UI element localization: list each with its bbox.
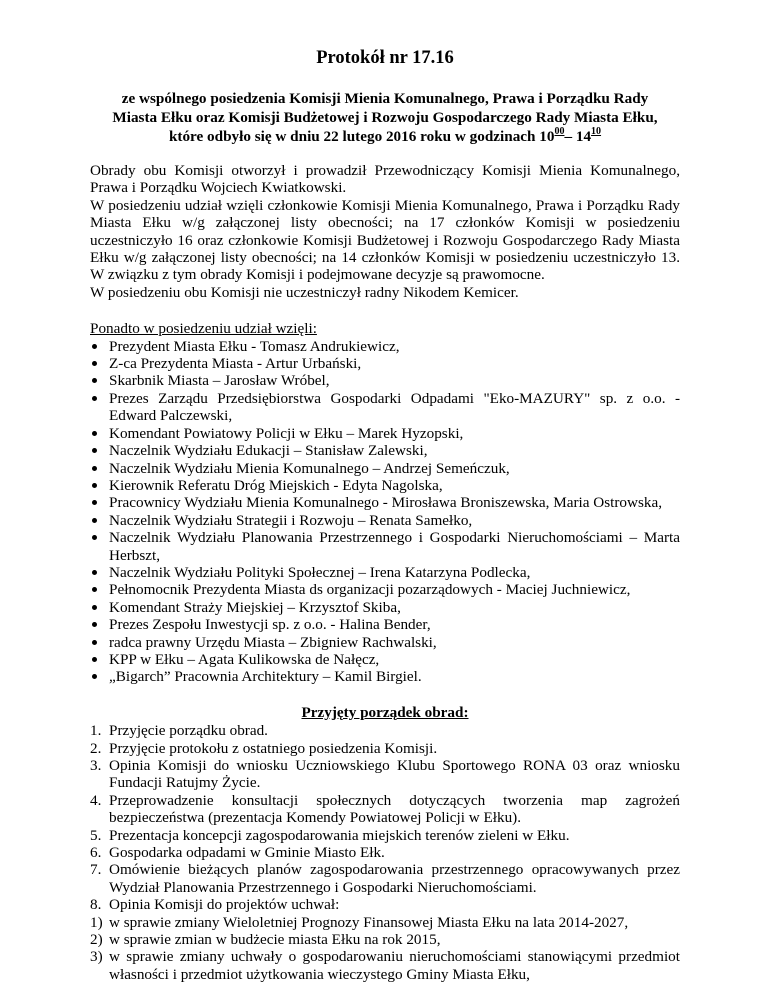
intro-paragraph-2: W posiedzeniu udział wzięli członkowie Komisji Mienia Komunalnego, Prawa i Porządku Rady Miasta Ełku w/g załączonej listy obecności; na 17 członków Komisji w posiedzeniu uczestniczyło 16 oraz członkowie Komisji Budżetowej i Rozwoju Gospodarczego Rady Miasta Ełku w/g załączonej listy obecności; na 14 członków Komisji w posiedzeniu uczestniczyło 13. W związku z tym obrady Komisji i podejmowane decyzje są prawomocne. xyxy=(90,196,680,284)
agenda-item xyxy=(90,722,680,739)
sub-item-number: 3) xyxy=(90,948,103,966)
resolution-sublist xyxy=(90,914,680,984)
list-item: Prezes Zespołu Inwestycji sp. z o.o. - Halina Bender, xyxy=(90,616,680,633)
list-item: Pracownicy Wydziału Mienia Komunalnego - Mirosława Broniszewska, Maria Ostrowska, xyxy=(90,494,680,511)
attendees-list xyxy=(90,338,680,686)
agenda-item xyxy=(90,757,680,792)
list-item: Skarbnik Miasta – Jarosław Wróbel, xyxy=(90,372,680,389)
agenda-item xyxy=(90,861,680,896)
agenda-item-number: 3. xyxy=(90,757,102,774)
sub-item-number: 1) xyxy=(90,913,103,931)
agenda-item-text: Prezentacja koncepcji zagospodarowania miejskich terenów zieleni w Ełku. xyxy=(109,826,570,844)
list-item: Naczelnik Wydziału Strategii i Rozwoju – Renata Samełko, xyxy=(90,512,680,529)
agenda-item-number: 7. xyxy=(90,861,102,879)
sub-item-text: w sprawie zmiany Wieloletniej Prognozy Finansowej Miasta Ełku na lata 2014-2027, xyxy=(109,913,629,931)
sub-item-text: w sprawie zmiany uchwały o gospodarowaniu nieruchomościami stanowiącymi przedmiot własności i przedmiot użytkowania wieczystego Gminy Miasta Ełku, xyxy=(109,948,680,983)
list-item: Prezydent Miasta Ełku - Tomasz Andrukiewicz, xyxy=(90,338,680,355)
list-item: Komendant Straży Miejskiej – Krzysztof Skiba, xyxy=(90,599,680,616)
attendees-heading: Ponadto w posiedzeniu udział wzięli: xyxy=(90,320,317,338)
sub-item xyxy=(90,948,680,983)
agenda-item-number: 2. xyxy=(90,739,102,757)
list-item: Z-ca Prezydenta Miasta - Artur Urbański, xyxy=(90,355,680,372)
agenda-item-text: Opinia Komisji do wniosku Uczniowskiego Klubu Sportowego RONA 03 oraz wniosku Fundacji Ratujmy Życie. xyxy=(109,757,680,792)
agenda-item-number: 4. xyxy=(90,791,102,809)
subtitle-line-1: ze wspólnego posiedzenia Komisji Mienia Komunalnego, Prawa i Porządku Rady xyxy=(121,90,649,107)
list-item: „Bigarch” Pracownia Architektury – Kamil Birgiel. xyxy=(90,668,680,685)
list-item: KPP w Ełku – Agata Kulikowska de Nałęcz, xyxy=(90,651,680,668)
sub-item-text: w sprawie zmian w budżecie miasta Ełku na rok 2015, xyxy=(109,931,441,949)
sub-item xyxy=(90,914,680,931)
agenda-item-text: Przeprowadzenie konsultacji społecznych dotyczących tworzenia map zagrożeń bezpieczeństwa (prezentacja Komendy Powiatowej Policji w Ełku). xyxy=(109,791,680,827)
end-time-minutes: 10 xyxy=(591,125,602,137)
subtitle xyxy=(90,89,680,146)
agenda-item-number: 5. xyxy=(90,826,102,844)
list-item: Pełnomocnik Prezydenta Miasta ds organizacji pozarządowych - Maciej Juchniewicz, xyxy=(90,581,680,598)
agenda-item-number: 1. xyxy=(90,722,102,740)
agenda-item-text: Przyjęcie porządku obrad. xyxy=(109,722,268,740)
subtitle-line-3: które odbyło się w dniu 22 lutego 2016 roku w godzinach 10 xyxy=(168,128,555,145)
list-item: Naczelnik Wydziału Mienia Komunalnego – Andrzej Semeńczuk, xyxy=(90,460,680,477)
sub-item-number: 2) xyxy=(90,931,103,949)
page-title: Protokół nr 17.16 xyxy=(316,48,454,68)
list-item: Naczelnik Wydziału Polityki Społecznej – Irena Katarzyna Podlecka, xyxy=(90,564,680,581)
agenda-item xyxy=(90,740,680,757)
agenda-item-text: Omówienie bieżących planów zagospodarowania przestrzennego opracowywanych przez Wydział Planowania Przestrzennego i Gospodarki Nieruchomościami. xyxy=(109,861,680,896)
list-item: radca prawny Urzędu Miasta – Zbigniew Rachwalski, xyxy=(90,634,680,651)
agenda-item xyxy=(90,827,680,844)
time-separator: – 14 xyxy=(564,128,592,145)
list-item: Prezes Zarządu Przedsiębiorstwa Gospodarki Odpadami "Eko-MAZURY" sp. z o.o. - Edward Palczewski, xyxy=(90,390,680,425)
list-item: Komendant Powiatowy Policji w Ełku – Marek Hyzopski, xyxy=(90,425,680,442)
list-item: Naczelnik Wydziału Edukacji – Stanisław Zalewski, xyxy=(90,442,680,459)
attendees-section xyxy=(90,320,680,686)
subtitle-line-2: Miasta Ełku oraz Komisji Budżetowej i Rozwoju Gospodarczego Rady Miasta Ełku, xyxy=(112,109,658,126)
sub-item xyxy=(90,931,680,948)
list-item: Naczelnik Wydziału Planowania Przestrzennego i Gospodarki Nieruchomościami – Marta Herbszt, xyxy=(90,529,680,564)
agenda-list xyxy=(90,722,680,913)
start-time-minutes: 00 xyxy=(554,125,565,137)
agenda-item xyxy=(90,792,680,827)
agenda-item-text: Przyjęcie protokołu z ostatniego posiedzenia Komisji. xyxy=(109,739,438,757)
intro-paragraph-1: Obrady obu Komisji otworzył i prowadził Przewodniczący Komisji Mienia Komunalnego, Prawa i Porządku Wojciech Kwiatkowski. xyxy=(90,162,680,197)
agenda-item-text: Opinia Komisji do projektów uchwał: xyxy=(109,896,340,914)
intro-paragraph-3: W posiedzeniu obu Komisji nie uczestniczył radny Nikodem Kemicer. xyxy=(90,283,519,301)
agenda-item-number: 6. xyxy=(90,844,102,862)
agenda-heading: Przyjęty porządek obrad: xyxy=(301,703,469,721)
agenda-item xyxy=(90,896,680,913)
agenda-item-number: 8. xyxy=(90,896,102,914)
document-content xyxy=(90,47,680,983)
agenda-item xyxy=(90,844,680,861)
intro-section xyxy=(90,162,680,301)
agenda-item-text: Gospodarka odpadami w Gminie Miasto Ełk. xyxy=(109,844,385,862)
list-item: Kierownik Referatu Dróg Miejskich - Edyta Nagolska, xyxy=(90,477,680,494)
